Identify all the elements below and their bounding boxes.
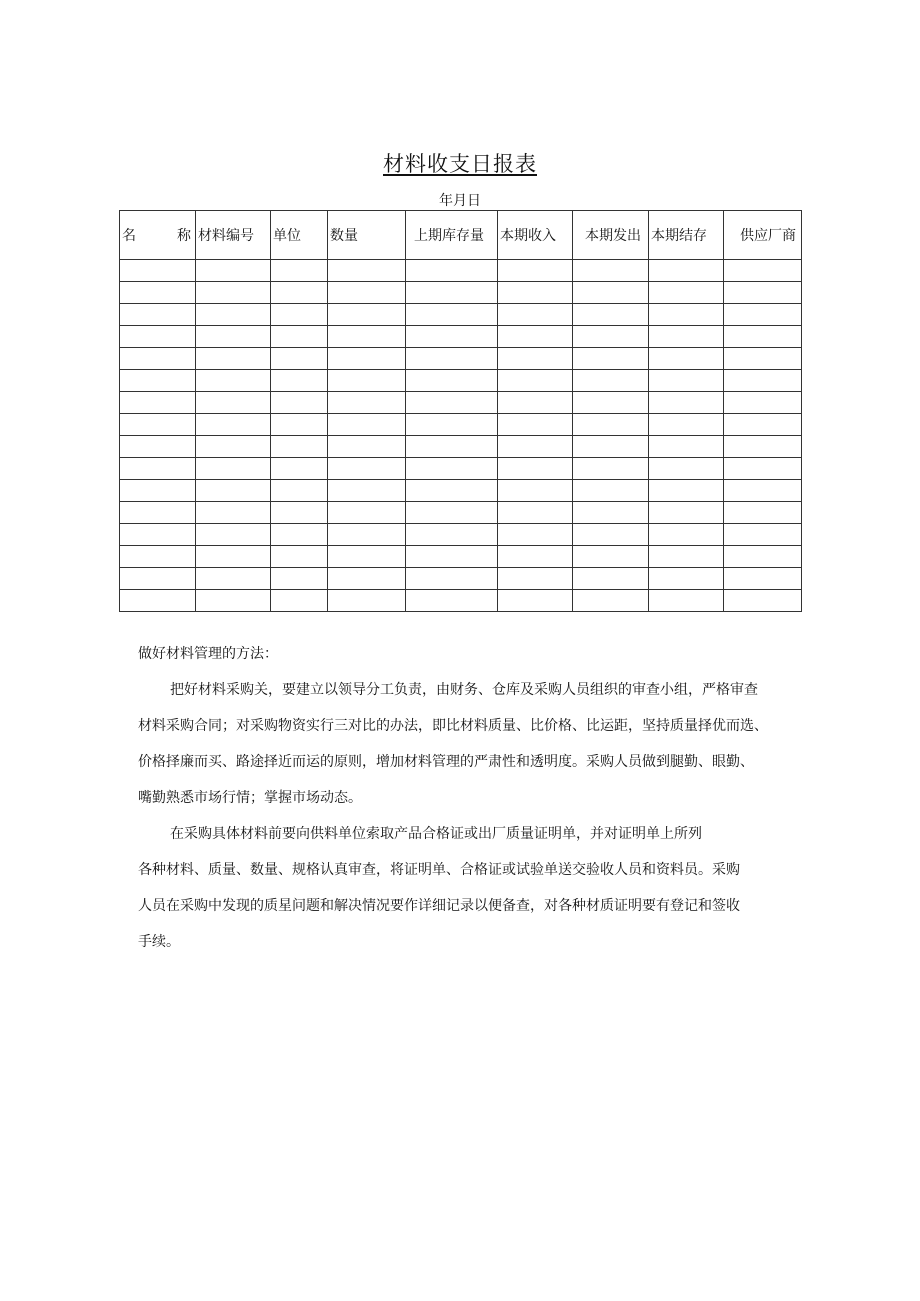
table-cell — [406, 326, 498, 348]
table-cell — [573, 414, 649, 436]
table-cell — [120, 524, 196, 546]
table-cell — [724, 392, 802, 414]
table-cell — [724, 414, 802, 436]
table-cell — [573, 546, 649, 568]
table-cell — [120, 546, 196, 568]
table-cell — [120, 348, 196, 370]
table-cell — [573, 260, 649, 282]
table-cell — [573, 436, 649, 458]
table-cell — [649, 348, 724, 370]
table-cell — [406, 458, 498, 480]
table-cell — [498, 568, 573, 590]
table-cell — [120, 326, 196, 348]
table-cell — [649, 414, 724, 436]
table-cell — [328, 458, 406, 480]
table-cell — [724, 546, 802, 568]
table-cell — [649, 436, 724, 458]
table-cell — [196, 458, 271, 480]
header-name — [120, 211, 196, 260]
table-cell — [328, 304, 406, 326]
table-cell — [573, 370, 649, 392]
table-cell — [328, 392, 406, 414]
notes-line: 把好材料采购关，要建立以领导分工负责，由财务、仓库及采购人员组织的审查小组，严格审查 — [170, 682, 758, 698]
notes-line: 材料采购合同；对采购物资实行三对比的办法，即比材料质量、比价格、比运距，坚持质量择优而选、 — [138, 718, 768, 734]
notes-paragraph-2 — [138, 816, 818, 960]
table-cell — [406, 524, 498, 546]
notes-line: 人员在采购中发现的质星问题和解决情况要作详细记录以便备查，对各种材质证明要有登记和签收 — [138, 898, 740, 914]
table-cell — [724, 436, 802, 458]
header-balance: 本期结存 — [649, 211, 724, 260]
table-cell — [498, 524, 573, 546]
table-cell — [328, 326, 406, 348]
table-cell — [120, 414, 196, 436]
table-row — [120, 458, 802, 480]
table-cell — [196, 524, 271, 546]
table-cell — [649, 502, 724, 524]
table-cell — [120, 458, 196, 480]
table-cell — [120, 590, 196, 612]
table-cell — [498, 458, 573, 480]
table-cell — [649, 326, 724, 348]
table-cell — [406, 546, 498, 568]
table-cell — [498, 436, 573, 458]
table-cell — [573, 502, 649, 524]
notes-section — [138, 636, 818, 960]
table-cell — [406, 348, 498, 370]
table-cell — [328, 480, 406, 502]
table-cell — [120, 568, 196, 590]
table-cell — [498, 282, 573, 304]
table-cell — [498, 260, 573, 282]
table-cell — [328, 546, 406, 568]
table-cell — [120, 480, 196, 502]
header-unit: 单位 — [271, 211, 328, 260]
notes-line: 在采购具体材料前要向供料单位索取产品合格证或出厂质量证明单，并对证明单上所列 — [170, 826, 702, 842]
table-cell — [649, 546, 724, 568]
table-cell — [406, 502, 498, 524]
table-row — [120, 392, 802, 414]
table-cell — [406, 480, 498, 502]
table-cell — [573, 458, 649, 480]
table-cell — [573, 590, 649, 612]
table-cell — [573, 304, 649, 326]
table-cell — [196, 502, 271, 524]
table-cell — [196, 546, 271, 568]
notes-line: 各种材料、质量、数量、规格认真审查，将证明单、合格证或试验单送交验收人员和资料员。采购 — [138, 862, 740, 878]
header-income: 本期收入 — [498, 211, 573, 260]
table-cell — [196, 304, 271, 326]
table-cell — [498, 370, 573, 392]
table-cell — [196, 392, 271, 414]
table-row — [120, 546, 802, 568]
table-cell — [649, 304, 724, 326]
table-cell — [328, 502, 406, 524]
table-cell — [406, 392, 498, 414]
table-cell — [328, 260, 406, 282]
table-cell — [649, 282, 724, 304]
table-cell — [724, 370, 802, 392]
table-cell — [724, 458, 802, 480]
table-row — [120, 370, 802, 392]
table-row — [120, 260, 802, 282]
table-cell — [196, 414, 271, 436]
table-cell — [328, 414, 406, 436]
table-cell — [573, 480, 649, 502]
table-cell — [498, 326, 573, 348]
table-cell — [724, 590, 802, 612]
table-cell — [196, 568, 271, 590]
table-cell — [271, 304, 328, 326]
table-cell — [271, 458, 328, 480]
header-quantity: 数量 — [328, 211, 406, 260]
header-name-second-char: 称 — [177, 228, 191, 244]
table-cell — [328, 568, 406, 590]
table-cell — [328, 348, 406, 370]
table-row — [120, 326, 802, 348]
table-row — [120, 524, 802, 546]
table-cell — [406, 414, 498, 436]
table-cell — [271, 480, 328, 502]
table-cell — [120, 282, 196, 304]
table-cell — [498, 414, 573, 436]
table-cell — [271, 348, 328, 370]
table-cell — [328, 436, 406, 458]
table-cell — [271, 546, 328, 568]
table-cell — [120, 304, 196, 326]
table-header-row — [120, 211, 802, 260]
table-cell — [271, 326, 328, 348]
table-cell — [649, 524, 724, 546]
table-cell — [724, 524, 802, 546]
table-cell — [498, 502, 573, 524]
table-cell — [724, 326, 802, 348]
table-cell — [573, 392, 649, 414]
notes-line: 嘴勤熟悉市场行情；掌握市场动态。 — [138, 790, 362, 806]
table-cell — [271, 414, 328, 436]
table-cell — [406, 568, 498, 590]
table-cell — [120, 370, 196, 392]
table-cell — [120, 436, 196, 458]
header-supplier: 供应厂商 — [724, 211, 802, 260]
table-row — [120, 282, 802, 304]
table-cell — [724, 348, 802, 370]
table-cell — [271, 524, 328, 546]
table-cell — [498, 546, 573, 568]
table-row — [120, 568, 802, 590]
table-cell — [271, 392, 328, 414]
table-cell — [406, 282, 498, 304]
table-cell — [498, 348, 573, 370]
notes-line: 价格择廉而买、路途择近而运的原则，增加材料管理的严肃性和透明度。采购人员做到腿勤、眼勤、 — [138, 754, 754, 770]
table-cell — [328, 370, 406, 392]
table-row — [120, 348, 802, 370]
table-cell — [196, 370, 271, 392]
table-cell — [649, 260, 724, 282]
table-cell — [498, 392, 573, 414]
table-row — [120, 436, 802, 458]
table-cell — [406, 370, 498, 392]
table-cell — [573, 326, 649, 348]
notes-paragraph-1 — [138, 672, 818, 816]
table-cell — [406, 260, 498, 282]
table-cell — [573, 348, 649, 370]
table-cell — [196, 282, 271, 304]
report-table — [119, 210, 802, 612]
table-cell — [196, 480, 271, 502]
table-cell — [328, 590, 406, 612]
table-cell — [649, 392, 724, 414]
table-cell — [120, 260, 196, 282]
notes-heading: 做好材料管理的方法： — [138, 646, 278, 662]
table-cell — [649, 568, 724, 590]
table-cell — [406, 436, 498, 458]
table-row — [120, 502, 802, 524]
table-cell — [724, 304, 802, 326]
table-row — [120, 304, 802, 326]
table-cell — [271, 502, 328, 524]
header-name-first-char: 名 — [122, 228, 136, 244]
table-cell — [649, 480, 724, 502]
table-cell — [573, 282, 649, 304]
table-cell — [724, 260, 802, 282]
table-cell — [406, 590, 498, 612]
table-cell — [573, 524, 649, 546]
table-cell — [196, 260, 271, 282]
table-cell — [120, 392, 196, 414]
table-cell — [328, 282, 406, 304]
header-previous-stock: 上期库存量 — [406, 211, 498, 260]
table-cell — [573, 568, 649, 590]
table-cell — [724, 282, 802, 304]
table-cell — [328, 524, 406, 546]
table-cell — [271, 260, 328, 282]
table-cell — [271, 436, 328, 458]
table-cell — [649, 458, 724, 480]
table-cell — [271, 590, 328, 612]
table-cell — [406, 304, 498, 326]
table-cell — [196, 590, 271, 612]
table-cell — [196, 348, 271, 370]
table-cell — [271, 282, 328, 304]
table-cell — [724, 568, 802, 590]
table-cell — [271, 568, 328, 590]
page-title: 材料收支日报表 — [383, 152, 537, 176]
table-cell — [649, 370, 724, 392]
table-row — [120, 414, 802, 436]
table-cell — [724, 502, 802, 524]
table-cell — [498, 590, 573, 612]
table-row — [120, 480, 802, 502]
table-cell — [196, 436, 271, 458]
header-issue: 本期发出 — [573, 211, 649, 260]
table-cell — [271, 370, 328, 392]
table-cell — [498, 304, 573, 326]
table-row — [120, 590, 802, 612]
table-cell — [649, 590, 724, 612]
header-code: 材料编号 — [196, 211, 271, 260]
date-line: 年月日 — [439, 193, 481, 209]
table-cell — [196, 326, 271, 348]
table-cell — [498, 480, 573, 502]
table-cell — [120, 502, 196, 524]
table-cell — [724, 480, 802, 502]
notes-line: 手续。 — [138, 934, 180, 950]
